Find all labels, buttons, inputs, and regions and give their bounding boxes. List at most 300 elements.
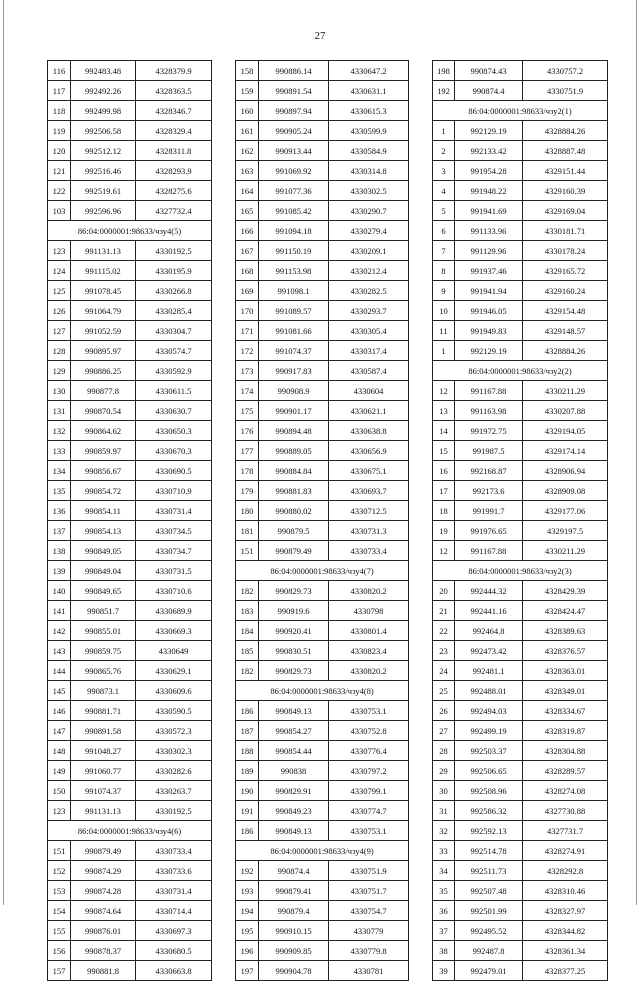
section-header-row	[48, 221, 212, 241]
x-coordinate: 990838	[259, 761, 329, 781]
table-row	[48, 741, 212, 761]
x-coordinate: 992483.48	[71, 61, 136, 81]
x-coordinate: 991052.59	[71, 321, 136, 341]
x-coordinate: 991131.13	[71, 241, 136, 261]
coordinates-table-2	[235, 60, 409, 981]
point-number: 144	[48, 661, 71, 681]
y-coordinate: 4328311.8	[136, 141, 212, 161]
y-coordinate: 4330753.1	[329, 821, 409, 841]
x-coordinate: 991077.36	[259, 181, 329, 201]
table-row	[48, 661, 212, 681]
point-number: 36	[433, 901, 455, 921]
x-coordinate: 990829.73	[259, 581, 329, 601]
x-coordinate: 990904.78	[259, 961, 329, 981]
point-number: 10	[433, 301, 455, 321]
table-row	[48, 861, 212, 881]
table-row	[48, 781, 212, 801]
x-coordinate: 990879.4	[259, 901, 329, 921]
point-number: 155	[48, 921, 71, 941]
y-coordinate: 4329160.24	[523, 281, 608, 301]
point-number: 18	[433, 501, 455, 521]
x-coordinate: 992464.8	[455, 621, 523, 641]
y-coordinate: 4330710.9	[136, 481, 212, 501]
x-coordinate: 990874.29	[71, 861, 136, 881]
point-number: 133	[48, 441, 71, 461]
y-coordinate: 4330753.1	[329, 701, 409, 721]
x-coordinate: 990880.02	[259, 501, 329, 521]
y-coordinate: 4330731.5	[136, 561, 212, 581]
x-coordinate: 990908.9	[259, 381, 329, 401]
y-coordinate: 4330266.8	[136, 281, 212, 301]
coordinates-table-3	[432, 60, 608, 981]
y-coordinate: 4328363.01	[523, 661, 608, 681]
y-coordinate: 4330572.3	[136, 721, 212, 741]
y-coordinate: 4328424.47	[523, 601, 608, 621]
point-number: 192	[433, 81, 455, 101]
table-row	[48, 761, 212, 781]
y-coordinate: 4330195.9	[136, 261, 212, 281]
point-number: 193	[236, 881, 259, 901]
table-row	[433, 541, 608, 561]
point-number: 6	[433, 221, 455, 241]
x-coordinate: 990874.4	[455, 81, 523, 101]
table-row	[236, 401, 409, 421]
y-coordinate: 4330279.4	[329, 221, 409, 241]
y-coordinate: 4330650.3	[136, 421, 212, 441]
table-row	[236, 781, 409, 801]
table-row	[433, 901, 608, 921]
point-number: 34	[433, 861, 455, 881]
table-row	[433, 861, 608, 881]
x-coordinate: 992492.26	[71, 81, 136, 101]
section-header: 86:04:0000001:98633/чзу2(3)	[433, 561, 608, 581]
table-row	[236, 241, 409, 261]
point-number: 143	[48, 641, 71, 661]
y-coordinate: 4330680.5	[136, 941, 212, 961]
x-coordinate: 990920.41	[259, 621, 329, 641]
table-row	[433, 661, 608, 681]
x-coordinate: 991946.05	[455, 301, 523, 321]
point-number: 191	[236, 801, 259, 821]
point-number: 121	[48, 161, 71, 181]
table-row	[236, 201, 409, 221]
point-number: 194	[236, 901, 259, 921]
y-coordinate: 4328274.08	[523, 781, 608, 801]
y-coordinate: 4330752.8	[329, 721, 409, 741]
table-row	[433, 581, 608, 601]
y-coordinate: 4330587.4	[329, 361, 409, 381]
table-row	[236, 281, 409, 301]
point-number: 181	[236, 521, 259, 541]
table-row	[48, 161, 212, 181]
point-number: 24	[433, 661, 455, 681]
y-coordinate: 4330181.71	[523, 221, 608, 241]
y-coordinate: 4327731.7	[523, 821, 608, 841]
y-coordinate: 4328310.46	[523, 881, 608, 901]
y-coordinate: 4328363.5	[136, 81, 212, 101]
point-number: 25	[433, 681, 455, 701]
section-header-row	[433, 101, 608, 121]
y-coordinate: 4330629.1	[136, 661, 212, 681]
point-number: 118	[48, 101, 71, 121]
point-number: 164	[236, 181, 259, 201]
point-number: 20	[433, 581, 455, 601]
x-coordinate: 992173.6	[455, 481, 523, 501]
table-row	[48, 81, 212, 101]
table-row	[236, 641, 409, 661]
y-coordinate: 4330751.9	[523, 81, 608, 101]
y-coordinate: 4329197.5	[523, 521, 608, 541]
x-coordinate: 990917.83	[259, 361, 329, 381]
table-row	[48, 501, 212, 521]
table-row	[48, 381, 212, 401]
y-coordinate: 4329151.44	[523, 161, 608, 181]
table-row	[48, 481, 212, 501]
point-number: 8	[433, 261, 455, 281]
table-row	[236, 881, 409, 901]
point-number: 198	[433, 61, 455, 81]
x-coordinate: 991991.7	[455, 501, 523, 521]
y-coordinate: 4330584.9	[329, 141, 409, 161]
point-number: 119	[48, 121, 71, 141]
point-number: 9	[433, 281, 455, 301]
point-number: 4	[433, 181, 455, 201]
point-number: 7	[433, 241, 455, 261]
x-coordinate: 990881.8	[71, 961, 136, 981]
table-row	[48, 121, 212, 141]
y-coordinate: 4330798	[329, 601, 409, 621]
y-coordinate: 4330689.9	[136, 601, 212, 621]
table-row	[236, 301, 409, 321]
table-row	[236, 601, 409, 621]
table-row	[236, 901, 409, 921]
section-header-row	[236, 841, 409, 861]
point-number: 160	[236, 101, 259, 121]
point-number: 1	[433, 121, 455, 141]
table-row	[236, 801, 409, 821]
x-coordinate: 992508.96	[455, 781, 523, 801]
table-row	[48, 101, 212, 121]
x-coordinate: 992506.65	[455, 761, 523, 781]
section-header-row	[236, 681, 409, 701]
x-coordinate: 990829.91	[259, 781, 329, 801]
point-number: 148	[48, 741, 71, 761]
x-coordinate: 991078.45	[71, 281, 136, 301]
y-coordinate: 4328346.7	[136, 101, 212, 121]
y-coordinate: 4328292.8	[523, 861, 608, 881]
x-coordinate: 992495.52	[455, 921, 523, 941]
table-row	[48, 841, 212, 861]
table-row	[433, 761, 608, 781]
x-coordinate: 991094.18	[259, 221, 329, 241]
y-coordinate: 4330207.88	[523, 401, 608, 421]
y-coordinate: 4330663.8	[136, 961, 212, 981]
x-coordinate: 992487.8	[455, 941, 523, 961]
y-coordinate: 4330621.1	[329, 401, 409, 421]
table-row	[236, 441, 409, 461]
y-coordinate: 4330212.4	[329, 261, 409, 281]
section-header-row	[48, 821, 212, 841]
y-coordinate: 4330670.3	[136, 441, 212, 461]
point-number: 174	[236, 381, 259, 401]
table-row	[236, 821, 409, 841]
point-number: 159	[236, 81, 259, 101]
table-row	[236, 361, 409, 381]
y-coordinate: 4328377.25	[523, 961, 608, 981]
table-row	[48, 181, 212, 201]
x-coordinate: 991941.94	[455, 281, 523, 301]
x-coordinate: 990859.75	[71, 641, 136, 661]
point-number: 162	[236, 141, 259, 161]
y-coordinate: 4328327.97	[523, 901, 608, 921]
point-number: 157	[48, 961, 71, 981]
x-coordinate: 991972.75	[455, 421, 523, 441]
table-row	[236, 61, 409, 81]
x-coordinate: 990849.13	[259, 701, 329, 721]
y-coordinate: 4330290.7	[329, 201, 409, 221]
table-row	[236, 421, 409, 441]
point-number: 180	[236, 501, 259, 521]
table-row	[433, 341, 608, 361]
y-coordinate: 4330734.7	[136, 541, 212, 561]
y-coordinate: 4330731.4	[136, 881, 212, 901]
table-row	[48, 581, 212, 601]
y-coordinate: 4330178.24	[523, 241, 608, 261]
table-row	[48, 301, 212, 321]
section-header: 86:04:0000001:98633/чзу2(2)	[433, 361, 608, 381]
table-row	[433, 181, 608, 201]
point-number: 170	[236, 301, 259, 321]
x-coordinate: 990884.84	[259, 461, 329, 481]
y-coordinate: 4330751.7	[329, 881, 409, 901]
y-coordinate: 4328329.4	[136, 121, 212, 141]
y-coordinate: 4330712.5	[329, 501, 409, 521]
x-coordinate: 990897.94	[259, 101, 329, 121]
y-coordinate: 4329169.04	[523, 201, 608, 221]
x-coordinate: 991163.98	[455, 401, 523, 421]
x-coordinate: 992501.99	[455, 901, 523, 921]
y-coordinate: 4330751.9	[329, 861, 409, 881]
y-coordinate: 4330211.29	[523, 541, 608, 561]
x-coordinate: 990919.6	[259, 601, 329, 621]
y-coordinate: 4330302.3	[136, 741, 212, 761]
y-coordinate: 4330590.5	[136, 701, 212, 721]
point-number: 26	[433, 701, 455, 721]
point-number: 182	[236, 661, 259, 681]
point-number: 11	[433, 321, 455, 341]
point-number: 12	[433, 381, 455, 401]
x-coordinate: 990877.8	[71, 381, 136, 401]
point-number: 117	[48, 81, 71, 101]
table-row	[433, 121, 608, 141]
table-row	[236, 321, 409, 341]
table-row	[433, 621, 608, 641]
point-number: 135	[48, 481, 71, 501]
table-row	[48, 141, 212, 161]
y-coordinate: 4328887.48	[523, 141, 608, 161]
y-coordinate: 4330192.5	[136, 801, 212, 821]
y-coordinate: 4329165.72	[523, 261, 608, 281]
point-number: 2	[433, 141, 455, 161]
table-row	[236, 721, 409, 741]
x-coordinate: 992494.03	[455, 701, 523, 721]
y-coordinate: 4330631.1	[329, 81, 409, 101]
point-number: 150	[48, 781, 71, 801]
point-number: 152	[48, 861, 71, 881]
x-coordinate: 992129.19	[455, 341, 523, 361]
section-header: 86:04:0000001:98633/чзу4(5)	[48, 221, 212, 241]
section-header: 86:04:0000001:98633/чзу2(1)	[433, 101, 608, 121]
x-coordinate: 991987.5	[455, 441, 523, 461]
x-coordinate: 990874.4	[259, 861, 329, 881]
x-coordinate: 990849.04	[71, 561, 136, 581]
y-coordinate: 4330797.2	[329, 761, 409, 781]
x-coordinate: 991129.96	[455, 241, 523, 261]
point-number: 177	[236, 441, 259, 461]
x-coordinate: 990881.83	[259, 481, 329, 501]
x-coordinate: 992499.98	[71, 101, 136, 121]
x-coordinate: 990855.01	[71, 621, 136, 641]
point-number: 145	[48, 681, 71, 701]
y-coordinate: 4330779	[329, 921, 409, 941]
coordinates-table	[235, 60, 409, 981]
point-number: 197	[236, 961, 259, 981]
x-coordinate: 990878.37	[71, 941, 136, 961]
table-row	[433, 161, 608, 181]
x-coordinate: 990854.44	[259, 741, 329, 761]
x-coordinate: 991954.28	[455, 161, 523, 181]
x-coordinate: 991085.42	[259, 201, 329, 221]
y-coordinate: 4328376.57	[523, 641, 608, 661]
table-row	[236, 461, 409, 481]
y-coordinate: 4330675.1	[329, 461, 409, 481]
y-coordinate: 4330314.8	[329, 161, 409, 181]
point-number: 140	[48, 581, 71, 601]
y-coordinate: 4330823.4	[329, 641, 409, 661]
x-coordinate: 991937.46	[455, 261, 523, 281]
table-row	[236, 341, 409, 361]
x-coordinate: 992512.12	[71, 141, 136, 161]
y-coordinate: 4328884.26	[523, 121, 608, 141]
y-coordinate: 4330774.7	[329, 801, 409, 821]
x-coordinate: 992511.73	[455, 861, 523, 881]
section-header-row	[236, 561, 409, 581]
table-row	[48, 681, 212, 701]
point-number: 153	[48, 881, 71, 901]
y-coordinate: 4330693.7	[329, 481, 409, 501]
table-row	[48, 361, 212, 381]
y-coordinate: 4330776.4	[329, 741, 409, 761]
point-number: 161	[236, 121, 259, 141]
table-row	[433, 821, 608, 841]
y-coordinate: 4330649	[136, 641, 212, 661]
x-coordinate: 992514.78	[455, 841, 523, 861]
x-coordinate: 990854.72	[71, 481, 136, 501]
x-coordinate: 991167.88	[455, 541, 523, 561]
table-row	[48, 281, 212, 301]
point-number: 14	[433, 421, 455, 441]
y-coordinate: 4328429.39	[523, 581, 608, 601]
x-coordinate: 990873.1	[71, 681, 136, 701]
point-number: 5	[433, 201, 455, 221]
x-coordinate: 990886.25	[71, 361, 136, 381]
x-coordinate: 990874.64	[71, 901, 136, 921]
y-coordinate: 4330293.7	[329, 301, 409, 321]
y-coordinate: 4330263.7	[136, 781, 212, 801]
x-coordinate: 992586.32	[455, 801, 523, 821]
table-row	[433, 921, 608, 941]
x-coordinate: 991074.37	[71, 781, 136, 801]
table-row	[236, 961, 409, 981]
table-row	[433, 141, 608, 161]
point-number: 176	[236, 421, 259, 441]
x-coordinate: 991153.98	[259, 261, 329, 281]
y-coordinate: 4328379.9	[136, 61, 212, 81]
table-row	[48, 641, 212, 661]
x-coordinate: 990879.41	[259, 881, 329, 901]
y-coordinate: 4330710.6	[136, 581, 212, 601]
table-row	[48, 801, 212, 821]
table-row	[433, 961, 608, 981]
x-coordinate: 990901.17	[259, 401, 329, 421]
section-header-row	[433, 361, 608, 381]
x-coordinate: 990849.05	[71, 541, 136, 561]
x-coordinate: 991948.22	[455, 181, 523, 201]
point-number: 182	[236, 581, 259, 601]
table-row	[48, 201, 212, 221]
point-number: 186	[236, 701, 259, 721]
table-row	[433, 681, 608, 701]
y-coordinate: 4330304.7	[136, 321, 212, 341]
point-number: 126	[48, 301, 71, 321]
x-coordinate: 991115.02	[71, 261, 136, 281]
table-row	[433, 201, 608, 221]
y-coordinate: 4330731.3	[329, 521, 409, 541]
x-coordinate: 992441.16	[455, 601, 523, 621]
y-coordinate: 4328906.94	[523, 461, 608, 481]
table-row	[236, 581, 409, 601]
y-coordinate: 4328289.57	[523, 761, 608, 781]
point-number: 12	[433, 541, 455, 561]
x-coordinate: 991150.19	[259, 241, 329, 261]
table-row	[236, 541, 409, 561]
point-number: 129	[48, 361, 71, 381]
point-number: 192	[236, 861, 259, 881]
y-coordinate: 4330599.9	[329, 121, 409, 141]
x-coordinate: 992592.13	[455, 821, 523, 841]
table-row	[48, 921, 212, 941]
table-row	[433, 501, 608, 521]
x-coordinate: 990874.28	[71, 881, 136, 901]
y-coordinate: 4330697.3	[136, 921, 212, 941]
y-coordinate: 4329177.06	[523, 501, 608, 521]
y-coordinate: 4328304.88	[523, 741, 608, 761]
table-row	[433, 81, 608, 101]
table-row	[48, 901, 212, 921]
table-row	[433, 801, 608, 821]
y-coordinate: 4330302.5	[329, 181, 409, 201]
point-number: 123	[48, 241, 71, 261]
y-coordinate: 4330282.5	[329, 281, 409, 301]
x-coordinate: 990881.71	[71, 701, 136, 721]
x-coordinate: 990876.01	[71, 921, 136, 941]
table-row	[48, 601, 212, 621]
point-number: 131	[48, 401, 71, 421]
table-row	[48, 461, 212, 481]
point-number: 39	[433, 961, 455, 981]
y-coordinate: 4330282.6	[136, 761, 212, 781]
table-row	[48, 721, 212, 741]
